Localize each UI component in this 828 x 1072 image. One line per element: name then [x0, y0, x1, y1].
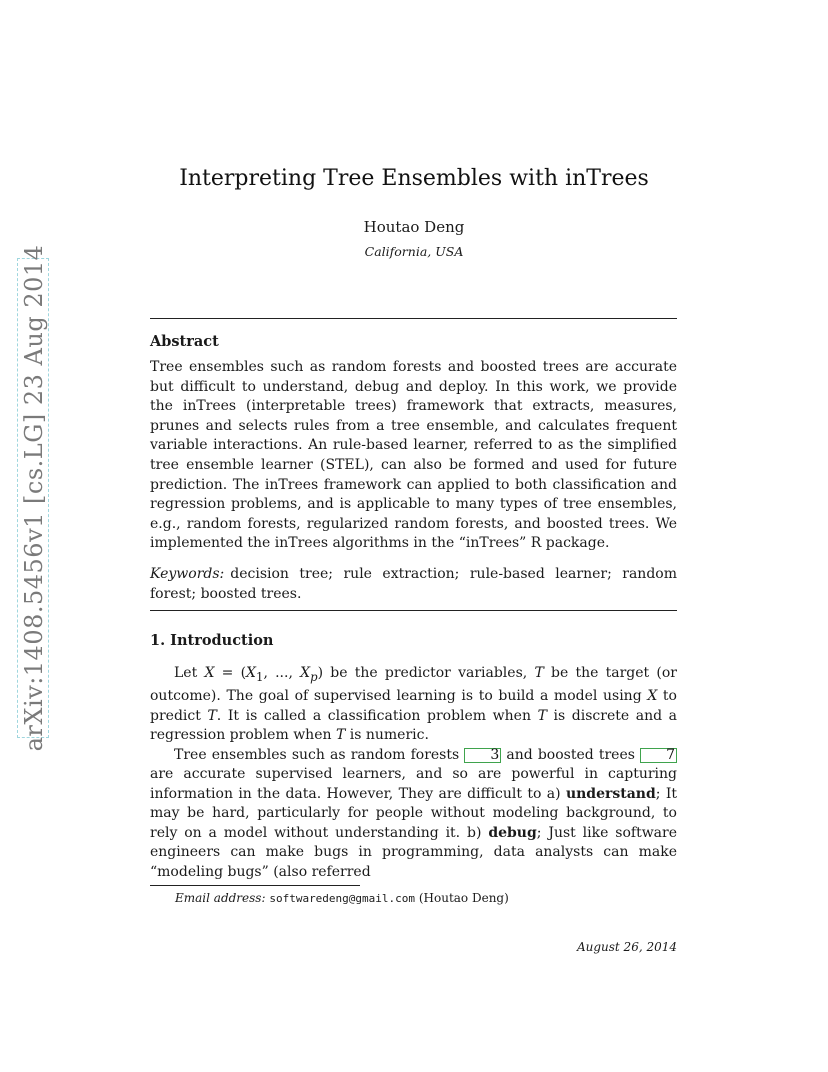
footnote-email[interactable]: softwaredeng@gmail.com — [269, 892, 416, 905]
footnote-name: (Houtao Deng) — [418, 891, 509, 905]
abstract-bottom-rule — [150, 610, 677, 611]
author-affiliation: California, USA — [364, 244, 464, 259]
footnote-rule — [150, 885, 360, 886]
keywords-label: Keywords: — [150, 566, 225, 582]
citation-link[interactable]: 3 — [464, 748, 501, 763]
abstract-text: Tree ensembles such as random forests and boosted trees are accurate but difficult to understand, debug and deploy. In this work, we provide the inTrees (interpretable trees) framework that extracts, measures, prunes and selects rules from a tree ensemble, and calculates frequent variable interactions. An rule-based learner, referred to as the simplified tree ensemble learner (STEL), can also be formed and used for future prediction. The inTrees framework can applied to both classification and regression problems, and is applicable to many types of tree ensembles, e.g., random forests, regularized random forests, and boosted trees. We implemented the inTrees algorithms in the “inTrees” R package. — [150, 359, 677, 552]
abstract-heading: Abstract — [150, 333, 219, 350]
footnote — [175, 891, 509, 905]
arxiv-identifier[interactable]: arXiv:1408.5456v1 [cs.LG] 23 Aug 2014 — [20, 244, 48, 752]
intro-paragraph-2: Tree ensembles such as random forests 3 and boosted trees 7 are accurate supervised learners, and so are powerful in capturing information in the data. However, They are difficult to a) understand; It may be hard, particularly for people without modeling background, to rely on a model without understanding it. b) debug; Just like software engineers can make bugs in programming, data analysts can make “modeling bugs” (also referred — [150, 746, 677, 880]
preprint-date: August 26, 2014 — [576, 940, 677, 954]
keywords — [150, 565, 677, 604]
section-heading-introduction: 1. Introduction — [150, 632, 274, 649]
paper-title: Interpreting Tree Ensembles with inTrees — [179, 166, 649, 191]
abstract-top-rule — [150, 318, 677, 319]
introduction-body — [150, 664, 677, 882]
author-name: Houtao Deng — [363, 218, 465, 236]
intro-paragraph-1: Let $X = (X_1$, ..., $X_p$) be the predictor variables, T be the target (or outcome). The goal of supervised learning is to build a model using X to predict T. It is called a classification problem when T is discrete and a regression problem when T is numeric. — [150, 665, 678, 744]
keywords-text: decision tree; rule extraction; rule-based learner; random forest; boosted trees. — [150, 566, 677, 602]
citation-link[interactable]: 7 — [640, 748, 677, 763]
footnote-label: Email address: — [175, 891, 266, 905]
